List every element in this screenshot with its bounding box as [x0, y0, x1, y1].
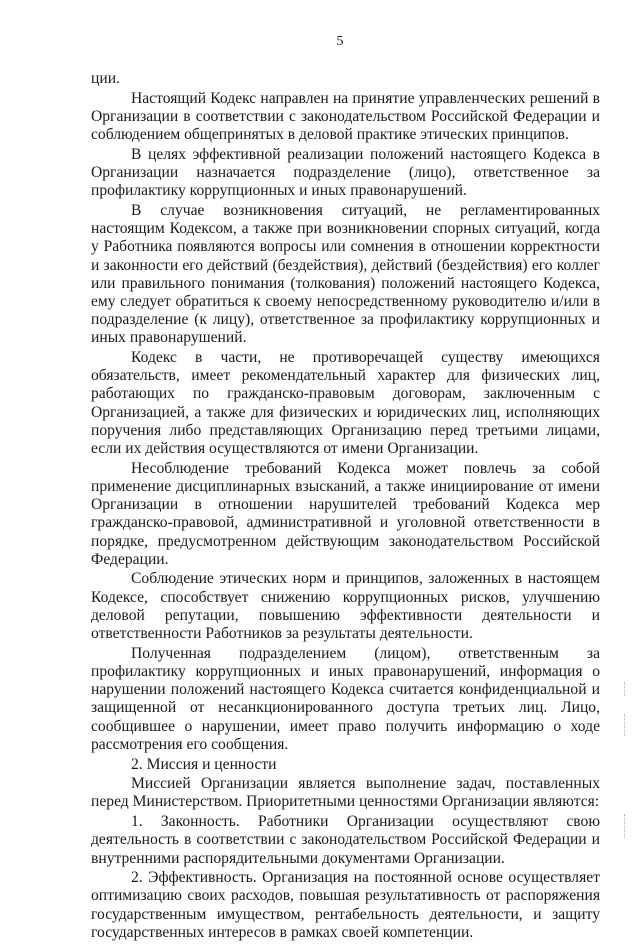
paragraph-mission: Миссией Организации является выполнение задач, поставленных перед Министерством. Приоритетными ценностями Организации являются:: [91, 775, 600, 811]
paragraph-noncompliance: Несоблюдение требований Кодекса может повлечь за собой применение дисциплинарных взысканий, а также инициирование от имени Организации в отношении нарушителей требований Кодекса мер гражданско-правовой, административной и уголовной ответственности в порядке, предусмотренном действующим законодательством Российской Федерации.: [91, 459, 600, 568]
paragraph-unregulated-situations: В случае возникновения ситуаций, не регламентированных настоящим Кодексом, а также при возникновении спорных ситуаций, когда у Работника появляются вопросы или сомнения в отношении корректности и законности его действий (бездействия), действий (бездействия) его коллег или правильного понимания (толкования) положений настоящего Кодекса, ему следует обратиться к своему непосредственному руководителю и/или в подразделение (к лицу), ответственное за профилактику коррупционных и иных правонарушений.: [91, 201, 600, 347]
paragraph-value-legality: 1. Законность. Работники Организации осуществляют свою деятельность в соответствии с законодательством Российской Федерации и внутренними распорядительными документами Организации.: [91, 813, 600, 867]
margin-dots-upper: [624, 682, 627, 696]
page-number: 5: [336, 34, 344, 49]
paragraph-advisory-nature: Кодекс в части, не противоречащей существу имеющихся обязательств, имеет рекомендательный характер для физических лиц, работающих по гражданско-правовым договорам, заключенным с Организацией, а также для физических и юридических лиц, исполняющих поручения либо представляющих Организацию перед третьими лицами, если их действия осуществляются от имени Организации.: [91, 349, 600, 458]
margin-dots-middle: [624, 714, 627, 736]
paragraph-continuation: ции.: [91, 70, 120, 87]
paragraph-confidentiality: Полученная подразделением (лицом), ответственным за профилактику коррупционных и иных правонарушений, информация о нарушении положений настоящего Кодекса считается конфиденциальной и защищенной от несанкционированного доступа третьих лиц. Лицо, сообщившее о нарушении, имеет право получить информацию о ходе рассмотрения его сообщения.: [91, 644, 600, 753]
paragraph-ethics-benefits: Соблюдение этических норм и принципов, заложенных в настоящем Кодексе, способствует снижению коррупционных рисков, улучшению деловой репутации, повышению эффективности деятельности и ответственности Работников за результаты деятельности.: [91, 570, 600, 643]
section-heading-mission: 2. Миссия и ценности: [131, 755, 277, 773]
paragraph-code-purpose: Настоящий Кодекс направлен на принятие управленческих решений в Организации в соответствии с законодательством Российской Федерации и соблюдением общепринятых в деловой практике этических принципов.: [91, 89, 600, 144]
margin-dots-lower: [624, 814, 627, 838]
document-body: [91, 70, 600, 944]
paragraph-value-efficiency: 2. Эффективность. Организация на постоянной основе осуществляет оптимизацию своих расходов, повышая результативность от распоряжения государственным имуществом, рентабельность деятельности, и защиту государственных интересов в рамках своей компетенции.: [91, 869, 600, 941]
paragraph-responsible-unit: В целях эффективной реализации положений настоящего Кодекса в Организации назначается подразделение (лицо), ответственное за профилактику коррупционных и иных правонарушений.: [91, 145, 600, 200]
